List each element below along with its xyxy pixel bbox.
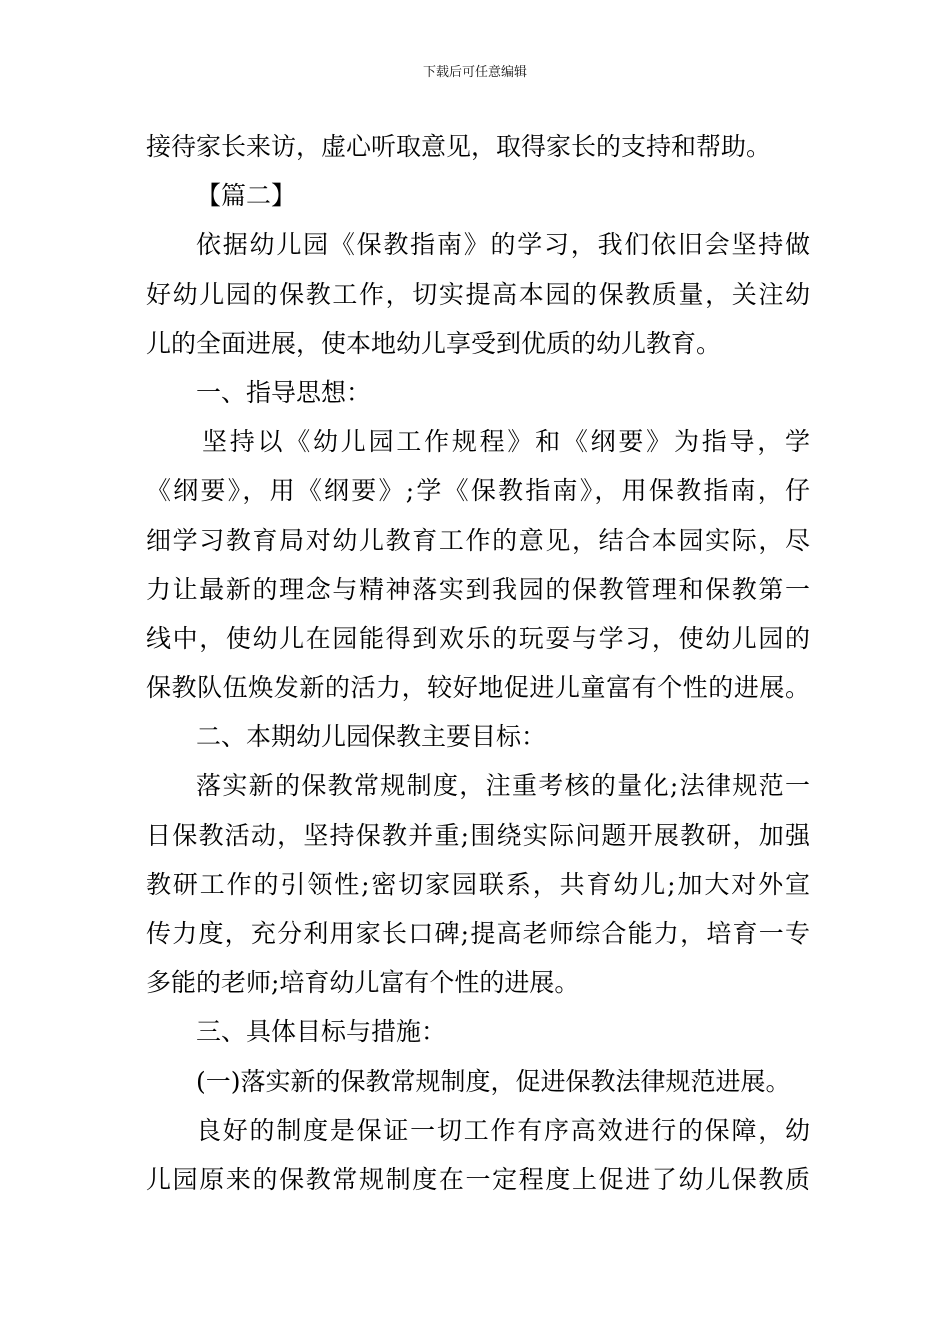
- section-heading-main-goals: 二、本期幼儿园保教主要目标：: [196, 722, 547, 752]
- paragraph-line: 儿的全面进展，使本地幼儿享受到优质的幼儿教育。: [146, 328, 722, 358]
- paragraph-line: 保教队伍焕发新的活力，较好地促进儿童富有个性的进展。: [146, 673, 810, 703]
- paragraph-line: 坚持以《幼儿园工作规程》和《纲要》为指导，学: [202, 427, 810, 457]
- section-heading-guiding-thought: 一、指导思想：: [196, 377, 372, 407]
- paragraph-line: 力让最新的理念与精神落实到我园的保教管理和保教第一: [146, 574, 810, 604]
- paragraph-line: 教研工作的引领性;密切家园联系，共育幼儿;加大对外宣: [146, 869, 810, 899]
- document-body: [146, 122, 810, 1204]
- section-heading-pian-er: 【篇二】: [196, 181, 297, 211]
- section-heading-specific-goals: 三、具体目标与措施：: [196, 1017, 447, 1047]
- paragraph-line: 接待家长来访，虚心听取意见，取得家长的支持和帮助。: [146, 132, 772, 161]
- paragraph-line: 细学习教育局对幼儿教育工作的意见，结合本园实际，尽: [146, 525, 810, 555]
- paragraph-line: 传力度，充分利用家长口碑;提高老师综合能力，培育一专: [146, 919, 810, 948]
- paragraph-line: 线中，使幼儿在园能得到欢乐的玩耍与学习，使幼儿园的: [146, 623, 810, 653]
- paragraph-line: 依据幼儿园《保教指南》的学习，我们依旧会坚持做: [196, 230, 810, 260]
- paragraph-line: 好幼儿园的保教工作，切实提高本园的保教质量，关注幼: [146, 279, 810, 309]
- paragraph-line: 良好的制度是保证一切工作有序高效进行的保障，幼: [196, 1115, 810, 1145]
- subsection-heading-one: (一)落实新的保教常规制度，促进保教法律规范进展。: [196, 1066, 791, 1096]
- paragraph-line: 儿园原来的保教常规制度在一定程度上促进了幼儿保教质: [146, 1164, 810, 1194]
- paragraph-line: 《纲要》，用《纲要》;学《保教指南》，用保教指南，仔: [146, 476, 810, 506]
- paragraph-line: 多能的老师;培育幼儿富有个性的进展。: [146, 968, 580, 998]
- paragraph-line: 日保教活动，坚持保教并重;围绕实际问题开展教研，加强: [146, 820, 810, 850]
- page-header-note: 下载后可任意编辑: [422, 65, 527, 80]
- paragraph-line: 落实新的保教常规制度，注重考核的量化;法律规范一: [196, 771, 810, 801]
